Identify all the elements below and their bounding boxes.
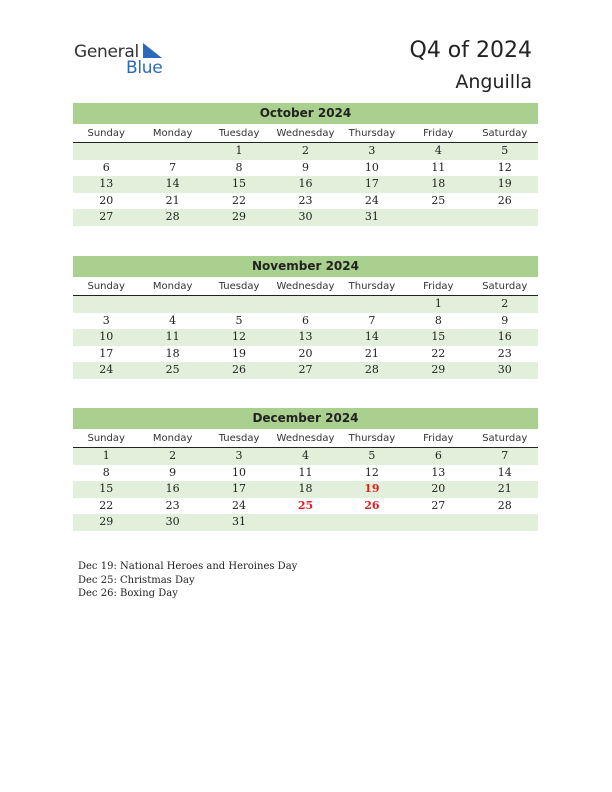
day-cell: 30 xyxy=(497,363,512,376)
day-cell: 20 xyxy=(431,482,446,495)
day-cell: 26 xyxy=(497,193,512,207)
month-october xyxy=(73,103,538,226)
month-title: November 2024 xyxy=(73,256,538,277)
day-cell: 14 xyxy=(497,465,512,479)
day-cell: 8 xyxy=(235,160,243,174)
day-cell: 17 xyxy=(232,482,247,495)
weekday-label: Thursday xyxy=(348,281,396,292)
weekday-label: Wednesday xyxy=(276,433,335,444)
day-cell xyxy=(272,514,338,531)
weekday-label: Sunday xyxy=(87,433,125,444)
weekday-label: Wednesday xyxy=(276,128,335,139)
day-cell xyxy=(405,209,471,226)
day-cell: 16 xyxy=(497,330,512,343)
day-cell: 25 xyxy=(431,193,446,207)
day-cell: 4 xyxy=(301,449,309,462)
day-cell: 21 xyxy=(364,346,379,360)
week-row xyxy=(73,313,538,330)
day-cell: 30 xyxy=(298,210,313,223)
month-december xyxy=(73,408,538,531)
week-row xyxy=(73,362,538,379)
day-cell xyxy=(339,296,405,313)
day-cell: 11 xyxy=(298,465,313,479)
day-cell: 29 xyxy=(232,210,247,223)
day-cell: 10 xyxy=(364,160,379,174)
week-row xyxy=(73,465,538,482)
day-cell: 6 xyxy=(434,449,442,462)
day-cell: 3 xyxy=(368,144,376,157)
day-cell: 10 xyxy=(99,330,114,343)
day-cell: 11 xyxy=(165,330,180,343)
weekday-label: Saturday xyxy=(482,281,528,292)
day-cell: 9 xyxy=(169,465,177,479)
day-cell: 6 xyxy=(301,313,309,327)
day-cell: 19 xyxy=(232,346,247,360)
day-cell: 31 xyxy=(364,210,379,223)
weekday-label: Wednesday xyxy=(276,281,335,292)
day-cell: 4 xyxy=(169,313,177,327)
day-cell: 17 xyxy=(99,346,114,360)
day-cell xyxy=(272,296,338,313)
day-cell xyxy=(405,514,471,531)
day-cell: 3 xyxy=(235,449,243,462)
weekday-label: Monday xyxy=(152,433,193,444)
month-title: October 2024 xyxy=(73,103,538,124)
day-cell: 13 xyxy=(431,465,446,479)
day-cell xyxy=(472,514,538,531)
week-row xyxy=(73,329,538,346)
day-cell: 25 xyxy=(165,363,180,376)
weekday-label: Friday xyxy=(423,281,454,292)
day-cell: 7 xyxy=(368,313,376,327)
day-cell: 18 xyxy=(298,482,313,495)
day-cell: 7 xyxy=(169,160,177,174)
day-cell: 12 xyxy=(232,330,247,343)
day-cell: 3 xyxy=(102,313,110,327)
holiday-day-cell: 26 xyxy=(364,498,380,512)
day-cell: 9 xyxy=(501,313,509,327)
page-subtitle: Anguilla xyxy=(455,71,532,93)
day-cell: 18 xyxy=(165,346,180,360)
day-cell: 9 xyxy=(301,160,309,174)
page-title: Q4 of 2024 xyxy=(409,38,532,63)
day-cell: 21 xyxy=(497,482,512,495)
day-cell: 22 xyxy=(99,498,114,512)
day-cell: 7 xyxy=(501,449,509,462)
day-cell: 1 xyxy=(434,297,442,310)
day-cell: 27 xyxy=(99,210,114,223)
holiday-note: Dec 25: Christmas Day xyxy=(78,574,195,586)
day-cell: 22 xyxy=(431,346,446,360)
day-cell: 2 xyxy=(501,297,509,310)
day-cell: 29 xyxy=(431,363,446,376)
day-cell: 17 xyxy=(364,177,379,190)
day-cell: 26 xyxy=(232,363,247,376)
weekday-header-row xyxy=(73,125,538,143)
day-cell xyxy=(139,296,205,313)
week-row xyxy=(73,176,538,193)
week-row xyxy=(73,160,538,177)
day-cell: 27 xyxy=(431,498,446,512)
week-row xyxy=(73,481,538,498)
day-cell xyxy=(139,143,205,160)
day-cell: 14 xyxy=(364,330,379,343)
day-cell: 30 xyxy=(165,515,180,528)
day-cell: 10 xyxy=(232,465,247,479)
day-cell xyxy=(73,143,139,160)
day-cell: 29 xyxy=(99,515,114,528)
day-cell: 28 xyxy=(497,498,512,512)
day-cell: 19 xyxy=(497,177,512,190)
day-cell: 24 xyxy=(232,498,247,512)
day-cell: 23 xyxy=(497,346,512,360)
day-cell: 28 xyxy=(165,210,180,223)
logo-general-text: General xyxy=(74,42,139,62)
week-row xyxy=(73,346,538,363)
day-cell: 1 xyxy=(235,144,243,157)
weekday-label: Monday xyxy=(152,128,193,139)
day-cell: 20 xyxy=(298,346,313,360)
day-cell: 5 xyxy=(235,313,243,327)
holiday-note: Dec 19: National Heroes and Heroines Day xyxy=(78,561,298,572)
weekday-label: Tuesday xyxy=(218,433,260,444)
day-cell: 21 xyxy=(165,193,180,207)
weekday-label: Friday xyxy=(423,128,454,139)
day-cell: 2 xyxy=(301,144,309,157)
week-row xyxy=(73,448,538,465)
day-cell: 22 xyxy=(232,193,247,207)
day-cell: 6 xyxy=(102,160,110,174)
weekday-label: Thursday xyxy=(348,433,396,444)
weekday-label: Tuesday xyxy=(218,281,260,292)
logo-triangle-icon xyxy=(141,43,163,59)
holiday-note: Dec 26: Boxing Day xyxy=(78,588,178,599)
day-cell: 15 xyxy=(431,330,446,343)
weekday-label: Sunday xyxy=(87,281,125,292)
weekday-label: Thursday xyxy=(348,128,396,139)
day-cell: 15 xyxy=(99,482,114,495)
week-row xyxy=(73,209,538,226)
day-cell: 15 xyxy=(232,177,247,190)
month-november xyxy=(73,256,538,379)
weekday-label: Friday xyxy=(423,433,454,444)
logo-blue-text: Blue xyxy=(126,58,163,78)
day-cell: 5 xyxy=(501,144,509,157)
day-cell: 24 xyxy=(364,193,379,207)
week-row xyxy=(73,498,538,515)
day-cell: 12 xyxy=(497,160,512,174)
day-cell: 8 xyxy=(102,465,110,479)
weekday-label: Saturday xyxy=(482,433,528,444)
day-cell: 18 xyxy=(431,177,446,190)
weekday-header-row xyxy=(73,430,538,448)
day-cell: 24 xyxy=(99,363,114,376)
day-cell xyxy=(339,514,405,531)
holiday-notes xyxy=(78,560,297,601)
day-cell: 11 xyxy=(431,160,446,174)
day-cell: 13 xyxy=(99,177,114,190)
weekday-header-row xyxy=(73,278,538,296)
day-cell xyxy=(73,296,139,313)
weekday-label: Tuesday xyxy=(218,128,260,139)
day-cell: 14 xyxy=(165,177,180,190)
week-row xyxy=(73,514,538,531)
day-cell xyxy=(206,296,272,313)
day-cell: 2 xyxy=(169,449,177,462)
day-cell: 8 xyxy=(434,313,442,327)
day-cell: 23 xyxy=(165,498,180,512)
week-row xyxy=(73,143,538,160)
weekday-label: Sunday xyxy=(87,128,125,139)
week-row xyxy=(73,296,538,313)
day-cell: 31 xyxy=(232,515,247,528)
weekday-label: Saturday xyxy=(482,128,528,139)
day-cell: 5 xyxy=(368,449,376,462)
generalblue-logo xyxy=(74,42,174,78)
day-cell: 12 xyxy=(364,465,379,479)
weekday-label: Monday xyxy=(152,281,193,292)
day-cell xyxy=(472,209,538,226)
day-cell: 20 xyxy=(99,193,114,207)
day-cell: 4 xyxy=(434,144,442,157)
month-title: December 2024 xyxy=(73,408,538,429)
day-cell: 13 xyxy=(298,330,313,343)
day-cell: 16 xyxy=(165,482,180,495)
holiday-day-cell: 19 xyxy=(364,482,380,495)
day-cell: 16 xyxy=(298,177,313,190)
day-cell: 28 xyxy=(364,363,379,376)
day-cell: 23 xyxy=(298,193,313,207)
week-row xyxy=(73,193,538,210)
holiday-day-cell: 25 xyxy=(297,498,314,512)
day-cell: 1 xyxy=(102,449,110,462)
day-cell: 27 xyxy=(298,363,313,376)
